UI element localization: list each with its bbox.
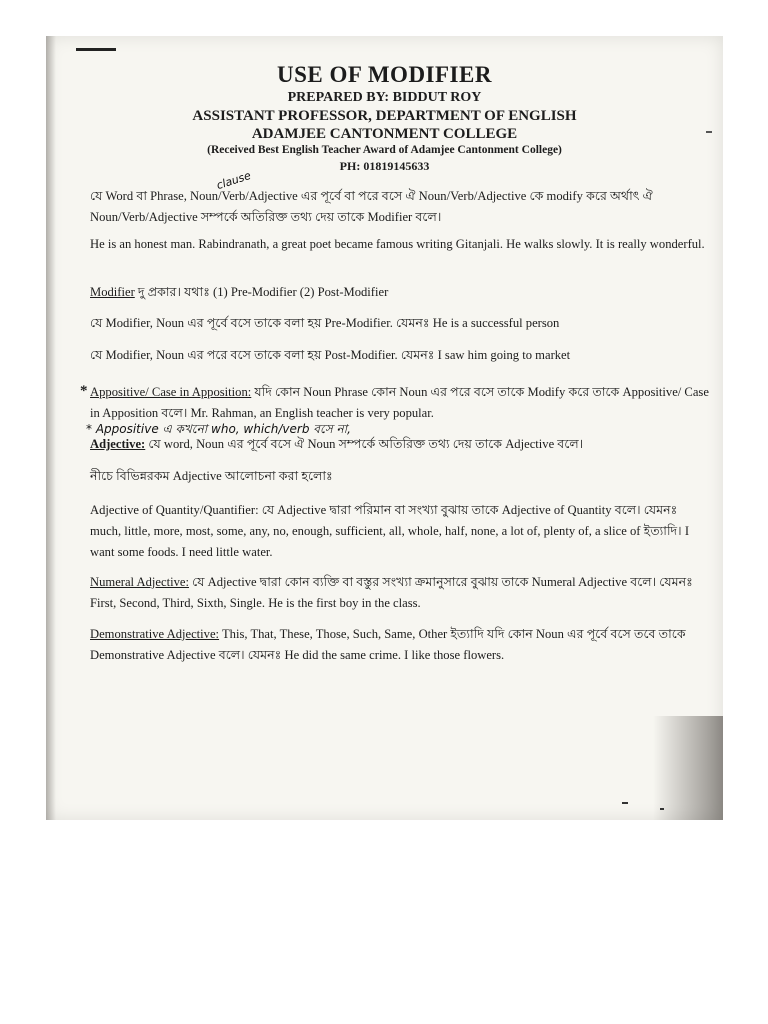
section-label: Adjective: (90, 437, 146, 451)
award-line: (Received Best English Teacher Award of Adamjee Cantonment College) (207, 144, 562, 156)
section-text: যে Adjective দ্বারা কোন ব্যক্তি বা বস্তুর সংখ্যা ক্রমানুসারে বুঝায় তাকে Numeral Adjective বলে। যেমনঃ First, Second, Third, Sixth, Single. He is the first boy in the class. (90, 575, 693, 610)
handwritten-annotation: clause (214, 168, 253, 193)
author-line: PREPARED BY: BIDDUT ROY (287, 90, 482, 105)
section-label: Demonstrative Adjective: (90, 627, 220, 641)
document-title: USE OF MODIFIER (277, 62, 492, 87)
appositive-rule (90, 382, 710, 424)
section-label: Appositive/ Case in Apposition: (90, 385, 252, 399)
scan-speck (660, 808, 664, 810)
star-marker: * (80, 383, 88, 399)
quantity-adjective: Adjective of Quantity/Quantifier: যে Adjective দ্বারা পরিমান বা সংখ্যা বুঝায় তাকে Adjective of Quantity বলে। যেমনঃ much, little, more, most, some, any, no, enough, sufficient, all, whole, half, none, a lot of, plenty of, a slice of ইত্যাদি। I want some foods. I need little water. (90, 503, 690, 559)
section-text: দু প্রকার। যথাঃ (1) Pre-Modifier (2) Post-Modifier (134, 285, 389, 299)
adjective-discussion-intro: নীচে বিভিন্নরকম Adjective আলোচনা করা হলোঃ (90, 469, 333, 483)
section-label: Modifier (90, 285, 135, 299)
college-name: ADAMJEE CANTONMENT COLLEGE (251, 126, 518, 142)
definition-part: যে Word বা Phrase, (90, 189, 187, 203)
page-corner-shadow (653, 716, 723, 820)
scan-speck (622, 802, 628, 804)
pre-modifier-rule: যে Modifier, Noun এর পূর্বে বসে তাকে বলা হয় Pre-Modifier. যেমনঃ He is a successful person (90, 316, 560, 330)
section-text: যে word, Noun এর পূর্বে বসে ঐ Noun সম্পর্কে অতিরিক্ত তথ্য দেয় তাকে Adjective বলে। (145, 437, 584, 451)
definition-part: Noun/Verb/Adjective এর পূর্বে বা পরে বসে ঐ Noun/Verb/Adjective কে modify করে অর্থাৎ ঐ Noun/Verb/Adjective সম্পর্কে অতিরিক্ত তথ্য দেয় তাকে Modifier বলে। (90, 189, 653, 224)
section-text: This, That, These, Those, Such, Same, Other ইত্যাদি যদি কোন Noun এর পূর্বে বসে তবে তাকে Demonstrative Adjective বলে। যেমনঃ He did the same crime. I like those flowers. (90, 627, 686, 662)
numeral-adjective (90, 572, 710, 614)
modifier-definition (90, 186, 710, 228)
section-text: যদি কোন Noun Phrase কোন Noun এর পরে বসে তাকে Modify করে তাকে Appositive/ Case in Apposition বলে। Mr. Rahman, an English teacher is very popular. (90, 385, 709, 420)
section-label: Numeral Adjective: (90, 575, 189, 589)
modifier-examples: He is an honest man. Rabindranath, a great poet became famous writing Gitanjali. He walks slowly. It is really wonderful. (90, 237, 705, 251)
modifier-kinds (90, 282, 710, 303)
phone-line: PH: 01819145633 (339, 159, 430, 173)
adjective-definition (90, 434, 710, 455)
pen-mark (76, 48, 116, 51)
scanned-page (46, 36, 723, 820)
author-position: ASSISTANT PROFESSOR, DEPARTMENT OF ENGLISH (192, 108, 577, 124)
post-modifier-rule: যে Modifier, Noun এর পরে বসে তাকে বলা হয় Post-Modifier. যেমনঃ I saw him going to market (90, 348, 571, 362)
handwritten-note: * Appositive এ কখনো who, which/verb বসে না, (86, 422, 351, 436)
demonstrative-adjective (90, 624, 710, 666)
